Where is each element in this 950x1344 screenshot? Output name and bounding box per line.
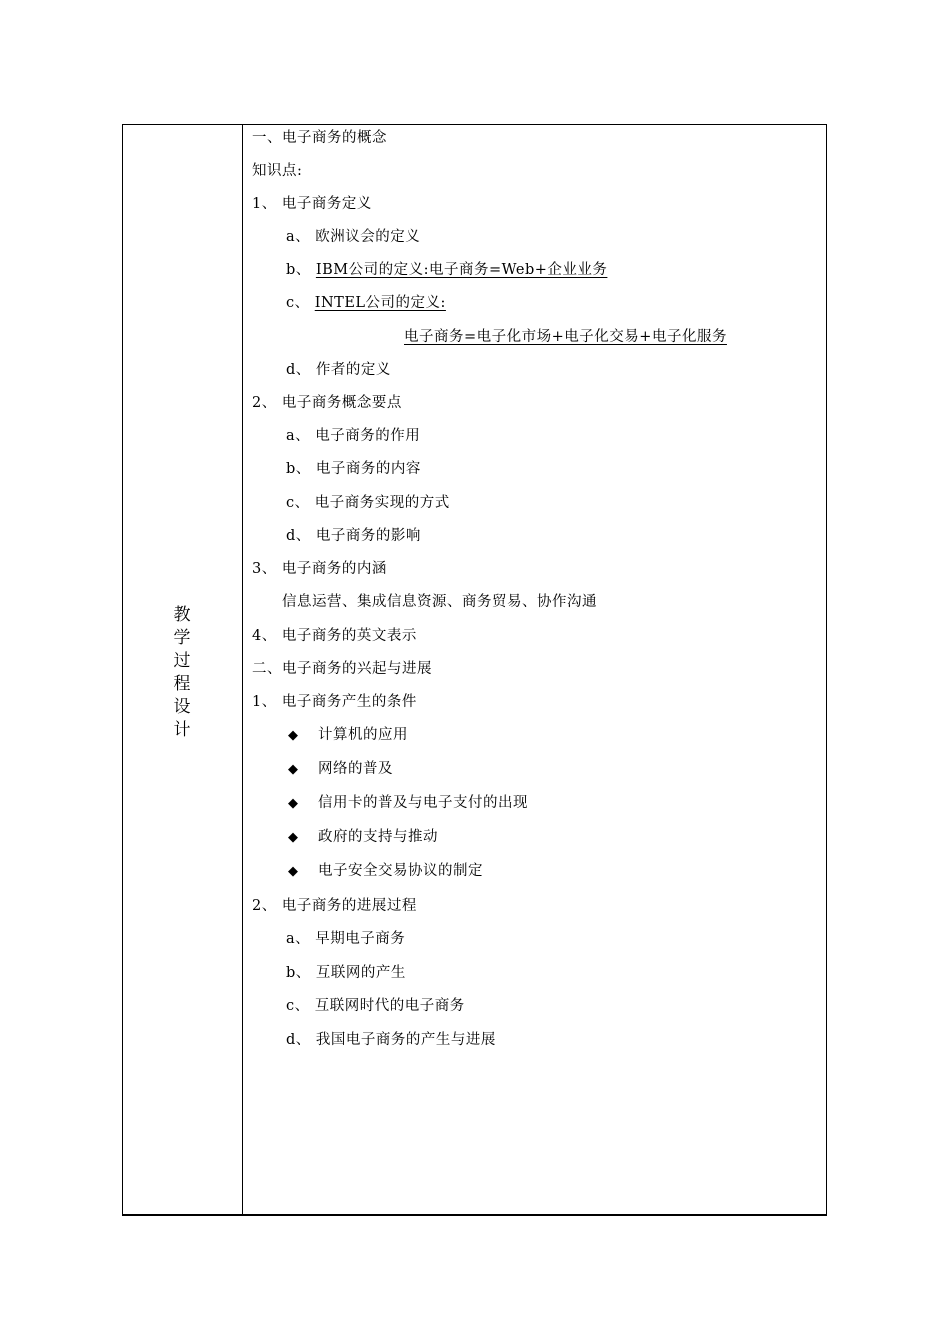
sub-item-intel-definition [286,293,446,313]
connotation-text: 信息运营、集成信息资源、商务贸易、协作沟通 [282,594,597,610]
section-heading-development: 二、电子商务的兴起与进展 [252,661,432,677]
intel-formula: 电子商务=电子化市场+电子化交易+电子化服务 [404,329,727,345]
side-label-char: 学 [173,628,191,648]
sub-item: c、 电子商务实现的方式 [286,495,450,511]
bullet-item [288,793,528,814]
item-heading-english: 4、 电子商务的英文表示 [252,628,417,644]
bullet-item [288,827,438,848]
knowledge-points-label: 知识点: [252,163,303,179]
sub-item: d、 我国电子商务的产生与进展 [286,1032,496,1048]
diamond-bullet-icon: ◆ [288,864,299,879]
item-heading-concept-points: 2、 电子商务概念要点 [252,395,402,411]
intel-definition-text: INTEL公司的定义: [314,295,446,311]
sub-item: c、 互联网时代的电子商务 [286,998,465,1014]
item-heading-progress: 2、 电子商务的进展过程 [252,898,417,914]
bullet-item [288,759,393,780]
sub-item-prefix: c、 [286,295,315,311]
bullet-text: 计算机的应用 [318,727,408,743]
bullet-text: 信用卡的普及与电子支付的出现 [318,795,528,811]
sub-item-ibm-definition [286,260,607,280]
item-heading-connotation: 3、 电子商务的内涵 [252,561,387,577]
sub-item: b、 互联网的产生 [286,965,406,981]
side-label-char: 过 [173,651,191,671]
side-label-char: 程 [173,674,191,694]
bullet-text: 网络的普及 [318,761,393,777]
lesson-table [122,124,827,1216]
sub-item: d、 电子商务的影响 [286,528,421,544]
sub-item: a、 早期电子商务 [286,931,406,947]
diamond-bullet-icon: ◆ [288,830,299,845]
bullet-item [288,725,408,746]
sub-item: d、 作者的定义 [286,362,391,378]
side-label-char: 计 [173,720,191,740]
bullet-item [288,861,483,882]
sub-item: a、 欧洲议会的定义 [286,229,421,245]
diamond-bullet-icon: ◆ [288,762,299,777]
diamond-bullet-icon: ◆ [288,728,299,743]
sub-item: b、 电子商务的内容 [286,461,421,477]
side-label-char: 设 [173,697,191,717]
sub-item: a、 电子商务的作用 [286,428,421,444]
sub-item-prefix: b、 [286,262,316,278]
bullet-text: 电子安全交易协议的制定 [318,863,483,879]
ibm-definition-text: IBM公司的定义:电子商务=Web+企业业务 [315,262,608,278]
column-divider [242,124,243,1216]
side-label-teaching-process-design [170,604,194,742]
item-heading-conditions: 1、 电子商务产生的条件 [252,694,417,710]
bullet-text: 政府的支持与推动 [318,829,438,845]
side-label-char: 教 [173,605,191,625]
item-heading-definition: 1、 电子商务定义 [252,196,372,212]
diamond-bullet-icon: ◆ [288,796,299,811]
section-heading-concept: 一、电子商务的概念 [252,130,387,146]
